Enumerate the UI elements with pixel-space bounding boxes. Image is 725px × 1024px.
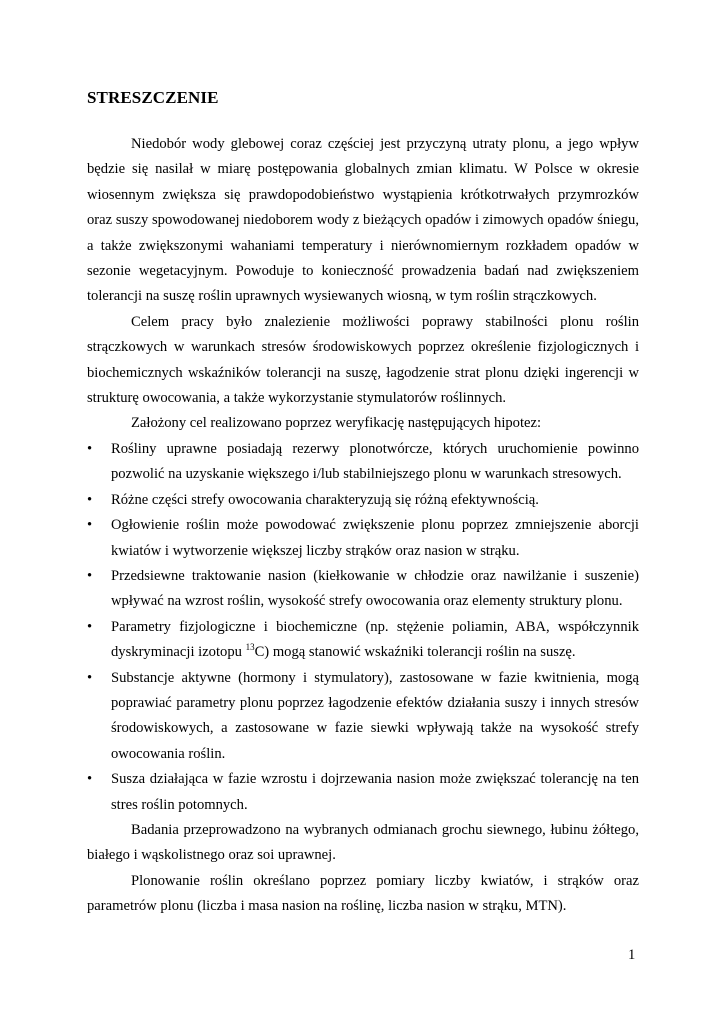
list-item-text: Ogłowienie roślin może powodować zwiększenie plonu poprzez zmniejszenie aborcji kwiatów i wytworzenie większej liczby strąków oraz nasion w strąku. — [111, 517, 639, 559]
isotope-superscript: 13 — [245, 642, 255, 653]
bullet-icon: • — [87, 491, 93, 508]
list-item-text: Przedsiewne traktowanie nasion (kiełkowanie w chłodzie oraz nawilżanie i suszenie) wpływać na wzrost roślin, wysokość strefy owocowania oraz elementy struktury plonu. — [111, 567, 639, 610]
list-item — [87, 666, 639, 768]
list-item-text: Rośliny uprawne posiadają rezerwy plonotwórcze, których uruchomienie powinno pozwolić na uzyskanie większego i/lub stabilniejszego plonu w warunkach stresowych. — [111, 440, 639, 483]
paragraph-intro: Niedobór wody glebowej coraz częściej jest przyczyną utraty plonu, a jego wpływ będzie się nasilał w miarę postępowania globalnych zmian klimatu. W Polsce w okresie wiosennym zwiększa się prawdopodobieństwo wystąpienia krótkotrwałych przymrozków oraz suszy spowodowanej niedoborem wody z bieżących opadów i zimowych opadów śniegu, a także zwiększonymi wahaniami temperatury i nierównomiernym rozkładem opadów w sezonie wegetacyjnym. Powoduje to konieczność prowadzenia badań nad zwiększeniem tolerancji na suszę roślin uprawnych wysiewanych wiosną, w tym roślin strączkowych. — [87, 136, 639, 305]
list-item-text: Różne części strefy owocowania charakteryzują się różną efektywnością. — [111, 491, 539, 508]
list-item — [87, 767, 639, 818]
list-item-text: Susza działająca w fazie wzrostu i dojrzewania nasion może zwiększać tolerancję na ten stres roślin potomnych. — [111, 771, 639, 813]
abstract-body — [87, 132, 639, 920]
list-item — [87, 437, 639, 488]
document-page — [87, 86, 639, 920]
list-item — [87, 513, 639, 564]
list-item-text — [111, 619, 639, 660]
bullet-icon: • — [87, 669, 93, 686]
bullet-icon: • — [87, 771, 93, 788]
list-item-text: Substancje aktywne (hormony i stymulatory), zastosowane w fazie kwitnienia, mogą poprawiać parametry plonu poprzez łagodzenie efektów działania suszy i innych stresów środowiskowych, a zastosowane w fazie siewki wpływają także na wysokość strefy owocowania roślin. — [111, 669, 639, 762]
bullet-icon: • — [87, 440, 93, 457]
bullet-icon: • — [87, 517, 93, 534]
paragraph-aim: Celem pracy było znalezienie możliwości poprawy stabilności plonu roślin strączkowych w warunkach stresów środowiskowych poprzez określenie fizjologicznych i biochemicznych wskaźników tolerancji na suszę, łagodzenie strat plonu dzięki ingerencji w strukturę owocowania, a także wykorzystanie stymulatorów roślinnych. — [87, 313, 639, 407]
page-title: STRESZCZENIE — [87, 88, 219, 107]
list-item — [87, 564, 639, 615]
page-number: 1 — [628, 947, 636, 963]
list-item — [87, 488, 639, 513]
paragraph-materials: Badania przeprowadzono na wybranych odmianach grochu siewnego, łubinu żółtego, białego i wąskolistnego oraz soi uprawnej. — [87, 821, 639, 864]
bullet-icon: • — [87, 618, 93, 635]
list-item-text-part: Parametry fizjologiczne i biochemiczne (np. stężenie poliamin, ABA, współczynnik dyskryminacji izotopu — [111, 618, 639, 661]
hypotheses-list — [87, 437, 639, 818]
paragraph-methods: Plonowanie roślin określano poprzez pomiary liczby kwiatów, i strąków oraz parametrów plonu (liczba i masa nasion na roślinę, liczba nasion w strąku, MTN). — [87, 872, 639, 915]
list-item-text-part: C) mogą stanowić wskaźniki tolerancji roślin na suszę. — [254, 644, 576, 661]
bullet-icon: • — [87, 567, 93, 584]
paragraph-hypotheses-lead: Założony cel realizowano poprzez weryfikację następujących hipotez: — [131, 415, 542, 432]
list-item — [87, 615, 639, 666]
